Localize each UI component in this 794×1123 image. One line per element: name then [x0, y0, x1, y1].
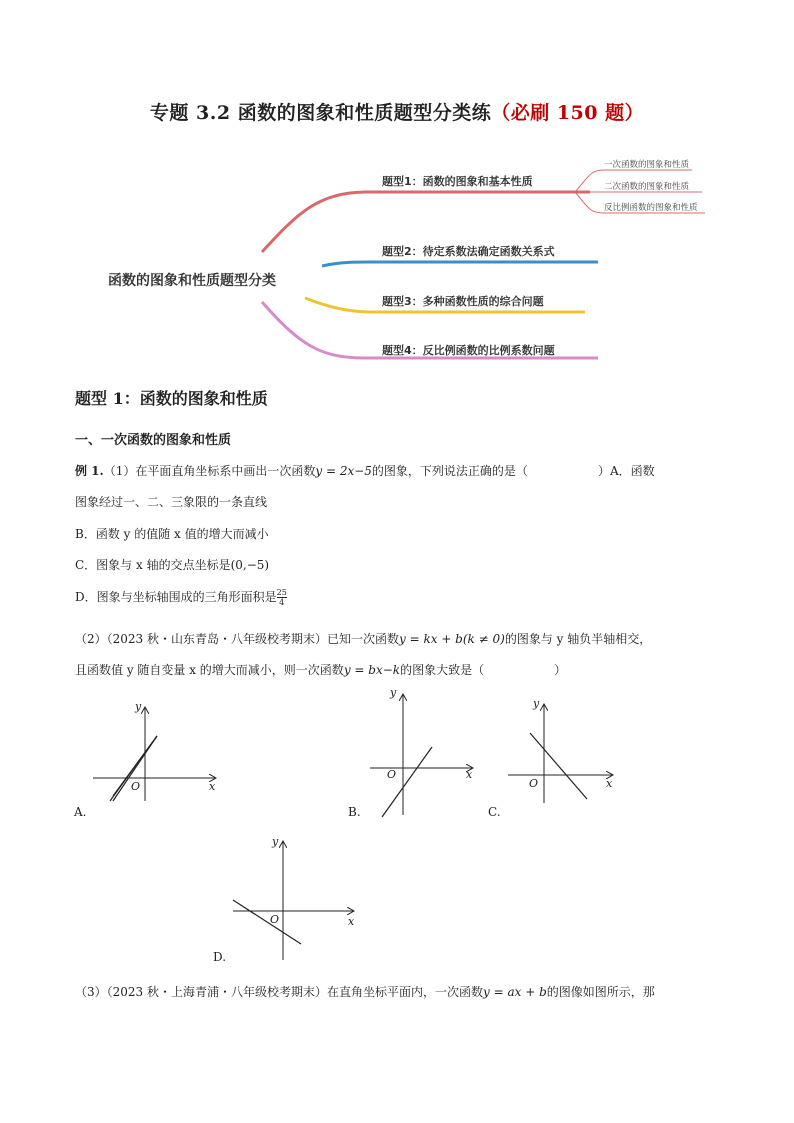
q2-formula1: y = kx + b(k ≠ 0): [399, 632, 505, 646]
graph-c-x-label: x: [606, 777, 613, 790]
q3-formula: y = ax + b: [483, 985, 547, 999]
option-d: D．图象与坐标轴围成的三角形面积是 $\frac{25}{4}$: [75, 588, 287, 607]
graph-a-origin: O: [131, 780, 141, 793]
mindmap-branch-3: 题型3：多种函数性质的综合问题: [382, 295, 544, 308]
option-b: B．函数 y 的值随 x 值的增大而减小: [75, 527, 269, 541]
example1-q2-line1: （2）（2023 秋・山东青岛・八年级校考期末）已知一次函数y = kx + b(k ≠ 0)的图象与 y 轴负半轴相交，: [75, 632, 652, 646]
graph-b-origin: O: [387, 768, 397, 781]
graph-a-y-label: y: [135, 700, 142, 713]
example1-q1-line1: 例 1.（1）在平面直角坐标系中画出一次函数y = 2x−5的图象，下列说法正确的是（ ）A．函数: [75, 464, 655, 478]
section-heading: 题型 1：函数的图象和性质: [75, 389, 268, 408]
mindmap-branch-2: 题型2：待定系数法确定函数关系式: [382, 245, 555, 258]
graph-d-option: D.: [213, 950, 227, 964]
mindmap-root: 函数的图象和性质题型分类: [108, 273, 276, 289]
graph-c-option: C.: [488, 805, 501, 819]
graph-c-y-label: y: [533, 697, 540, 710]
mindmap-branch-1: 题型1：函数的图象和基本性质: [382, 175, 533, 188]
graph-c-line: [530, 733, 587, 799]
example1-q3-line1: （3）（2023 秋・上海青浦・八年级校考期末）在直角坐标平面内，一次函数y = ax + b的图像如图所示，那: [75, 985, 655, 999]
mindmap-branch-2-curve: [322, 262, 598, 266]
example1-q2-line2: 且函数值 y 随自变量 x 的增大而减小，则一次函数y = bx−k的图象大致是（ ）: [75, 663, 567, 677]
graph-b-x-label: x: [466, 768, 473, 781]
mindmap-sub-1: 一次函数的图象和性质: [604, 160, 690, 170]
q2-formula2: y = bx−k: [343, 663, 401, 677]
graph-d-x-label: x: [348, 915, 355, 928]
graph-d-origin: O: [270, 913, 280, 926]
graph-b: [360, 685, 480, 820]
sub-heading: 一、一次函数的图象和性质: [75, 433, 232, 448]
graph-b-option: B.: [348, 805, 361, 819]
graph-a-x-label: x: [209, 780, 216, 793]
title-main: 专题 3.2 函数的图象和性质题型分类练: [149, 102, 492, 124]
graph-d-line: [233, 900, 301, 944]
mindmap-sub-2: 二次函数的图象和性质: [604, 182, 690, 192]
example1-label: 例 1.: [75, 464, 104, 478]
example1-q1-line2: 图象经过一、二、三象限的一条直线: [75, 495, 268, 509]
graph-d: [225, 832, 365, 962]
graph-c: [500, 695, 620, 805]
graph-d-y-label: y: [272, 835, 279, 848]
q1-formula: y = 2x−5: [315, 464, 372, 478]
graph-b-y-label: y: [390, 686, 397, 699]
graph-b-line: [382, 747, 432, 817]
mindmap-sub-3: 反比例函数的图象和性质: [604, 203, 698, 213]
option-c: C．图象与 x 轴的交点坐标是(0,−5): [75, 558, 270, 572]
mindmap-branch-4: 题型4：反比例函数的比例系数问题: [382, 344, 555, 357]
graph-c-origin: O: [529, 777, 539, 790]
fraction-25-4: $\frac{25}{4}$: [276, 588, 287, 607]
title-highlight: （必刷 150 题）: [491, 102, 645, 124]
option-c-value: (0,−5): [230, 558, 270, 572]
graph-a-option: A.: [74, 805, 87, 819]
